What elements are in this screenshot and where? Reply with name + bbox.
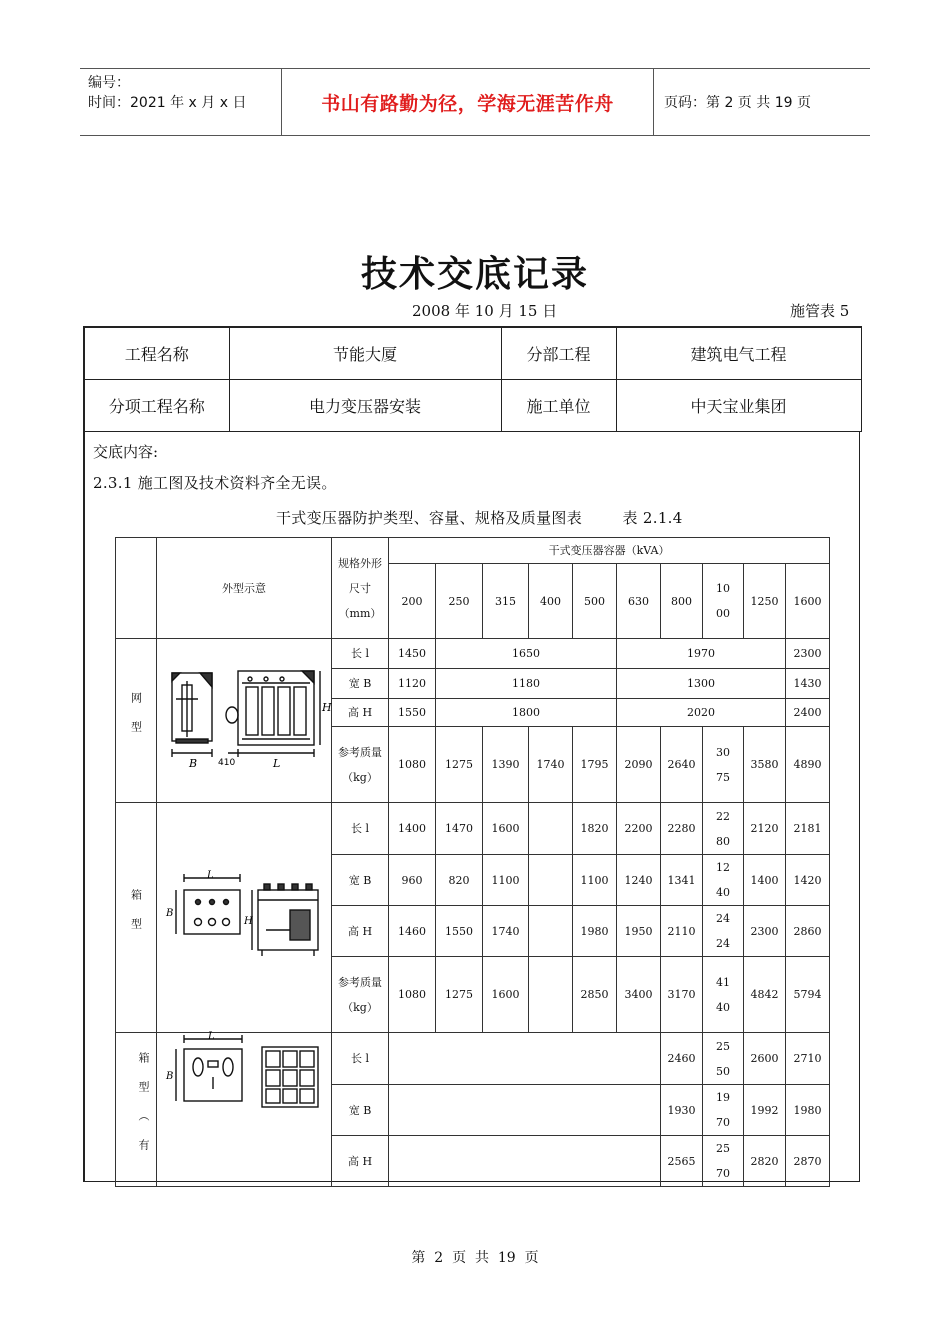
data-cell: 1600 bbox=[483, 957, 529, 1033]
sketch-label-l: L bbox=[272, 756, 280, 770]
data-cell: 1970 bbox=[703, 1085, 744, 1136]
data-cell: 1980 bbox=[573, 906, 617, 957]
data-cell bbox=[529, 906, 573, 957]
data-cell: 5794 bbox=[786, 957, 830, 1033]
sketch-label-b: B bbox=[165, 1071, 173, 1082]
capacity-cell: 1600 bbox=[786, 564, 830, 639]
data-cell: 1420 bbox=[786, 855, 830, 906]
content-label: 交底内容: bbox=[93, 443, 159, 461]
box-type-sketch-2 bbox=[157, 1033, 332, 1187]
data-cell: 1980 bbox=[786, 1085, 830, 1136]
sketch-label-h: H bbox=[321, 700, 332, 714]
data-cell: 2300 bbox=[786, 639, 830, 669]
data-cell: 2020 bbox=[617, 699, 786, 727]
data-cell: 1650 bbox=[436, 639, 617, 669]
data-cell: 2424 bbox=[703, 906, 744, 957]
data-cell: 2565 bbox=[661, 1136, 703, 1187]
data-cell: 820 bbox=[436, 855, 483, 906]
capacity-cell: 200 bbox=[389, 564, 436, 639]
data-cell: 2110 bbox=[661, 906, 703, 957]
data-cell: 1800 bbox=[436, 699, 617, 727]
transformer-table bbox=[115, 537, 830, 1187]
hei-label: 高 H bbox=[332, 906, 389, 957]
data-cell: 1341 bbox=[661, 855, 703, 906]
sketch-label-h: H bbox=[243, 915, 253, 927]
spec-header: 规格外形尺寸（mm） bbox=[332, 538, 389, 639]
data-cell: 1240 bbox=[617, 855, 661, 906]
data-cell: 1100 bbox=[483, 855, 529, 906]
type-label: 箱型 bbox=[116, 803, 157, 1033]
data-cell: 1795 bbox=[573, 727, 617, 803]
box-transformer-drawing-icon bbox=[162, 870, 327, 966]
contractor-label: 施工单位 bbox=[501, 379, 616, 431]
empty-span-cell bbox=[389, 1136, 661, 1187]
box-type-sketch bbox=[157, 803, 332, 1033]
motto: 书山有路勤为径，学海无涯苦作舟 bbox=[281, 69, 654, 135]
doc-date: 2008 年 10 月 15 日 bbox=[412, 302, 558, 320]
project-info-table bbox=[83, 326, 862, 432]
data-cell: 960 bbox=[389, 855, 436, 906]
wid-label: 宽 B bbox=[332, 669, 389, 699]
empty-span-cell bbox=[389, 1033, 661, 1085]
sketch-label-dim: 410 bbox=[217, 757, 235, 768]
data-cell: 2200 bbox=[617, 803, 661, 855]
type-label: 网型 bbox=[116, 639, 157, 803]
box-transformer-drawing-icon bbox=[162, 1033, 327, 1117]
data-cell bbox=[529, 803, 573, 855]
data-cell: 1460 bbox=[389, 906, 436, 957]
data-cell: 1550 bbox=[436, 906, 483, 957]
data-cell: 1275 bbox=[436, 727, 483, 803]
data-cell: 4842 bbox=[744, 957, 786, 1033]
sketch-label-l: L bbox=[207, 1031, 215, 1042]
data-cell: 2820 bbox=[744, 1136, 786, 1187]
data-cell: 1470 bbox=[436, 803, 483, 855]
data-cell: 2600 bbox=[744, 1033, 786, 1085]
wid-label: 宽 B bbox=[332, 855, 389, 906]
capacity-cell: 1250 bbox=[744, 564, 786, 639]
data-cell: 1992 bbox=[744, 1085, 786, 1136]
len-label: 长 l bbox=[332, 1033, 389, 1085]
data-cell: 1930 bbox=[661, 1085, 703, 1136]
len-label: 长 l bbox=[332, 639, 389, 669]
capacity-header: 干式变压器容器（kVA） bbox=[389, 538, 830, 564]
len-label: 长 l bbox=[332, 803, 389, 855]
shape-header: 外型示意 bbox=[157, 538, 332, 639]
data-cell: 2090 bbox=[617, 727, 661, 803]
data-cell: 1180 bbox=[436, 669, 617, 699]
page-header bbox=[80, 68, 870, 136]
mass-label: 参考质量（kg） bbox=[332, 957, 389, 1033]
data-cell: 1120 bbox=[389, 669, 436, 699]
empty-span-cell bbox=[389, 1085, 661, 1136]
data-cell: 1430 bbox=[786, 669, 830, 699]
capacity-cell: 400 bbox=[529, 564, 573, 639]
capacity-cell: 800 bbox=[661, 564, 703, 639]
data-cell: 1740 bbox=[483, 906, 529, 957]
capacity-cell: 500 bbox=[573, 564, 617, 639]
sub-item: 电力变压器安装 bbox=[229, 379, 501, 431]
clause-text: 2.3.1 施工图及技术资料齐全无误。 bbox=[93, 474, 337, 492]
data-cell: 2300 bbox=[744, 906, 786, 957]
data-cell: 1300 bbox=[617, 669, 786, 699]
data-cell: 4140 bbox=[703, 957, 744, 1033]
data-cell: 2860 bbox=[786, 906, 830, 957]
data-cell bbox=[529, 957, 573, 1033]
capacity-cell: 1000 bbox=[703, 564, 744, 639]
data-cell: 1740 bbox=[529, 727, 573, 803]
time-label: 时间：2021 年 x 月 x 日 bbox=[88, 95, 247, 111]
form-number: 施管表 5 bbox=[790, 302, 850, 320]
data-cell: 1100 bbox=[573, 855, 617, 906]
sketch-label-b: B bbox=[165, 907, 173, 919]
project-name-label: 工程名称 bbox=[84, 327, 229, 379]
data-cell: 2280 bbox=[661, 803, 703, 855]
mesh-transformer-drawing-icon bbox=[162, 661, 332, 781]
page-footer: 第 2 页 共 19 页 bbox=[411, 1250, 539, 1266]
data-cell: 2640 bbox=[661, 727, 703, 803]
type-label: 箱型（有 bbox=[116, 1033, 157, 1187]
hei-label: 高 H bbox=[332, 699, 389, 727]
data-cell: 1550 bbox=[389, 699, 436, 727]
capacity-cell: 315 bbox=[483, 564, 529, 639]
data-cell bbox=[529, 855, 573, 906]
data-cell: 1950 bbox=[617, 906, 661, 957]
capacity-cell: 250 bbox=[436, 564, 483, 639]
contractor: 中天宝业集团 bbox=[616, 379, 861, 431]
data-cell: 2460 bbox=[661, 1033, 703, 1085]
data-cell: 1820 bbox=[573, 803, 617, 855]
data-cell: 3075 bbox=[703, 727, 744, 803]
data-cell: 2280 bbox=[703, 803, 744, 855]
data-cell: 2570 bbox=[703, 1136, 744, 1187]
data-cell: 1275 bbox=[436, 957, 483, 1033]
division: 建筑电气工程 bbox=[616, 327, 861, 379]
data-cell: 4890 bbox=[786, 727, 830, 803]
data-cell: 1400 bbox=[389, 803, 436, 855]
data-cell: 1970 bbox=[617, 639, 786, 669]
data-cell: 1080 bbox=[389, 957, 436, 1033]
sketch-label-b: B bbox=[188, 756, 197, 770]
mass-label: 参考质量（kg） bbox=[332, 727, 389, 803]
sketch-label-l: L bbox=[206, 869, 214, 881]
header-empty-cell bbox=[116, 538, 157, 639]
data-cell: 1390 bbox=[483, 727, 529, 803]
sub-item-label: 分项工程名称 bbox=[84, 379, 229, 431]
number-label: 编号： bbox=[88, 75, 130, 91]
data-cell: 2710 bbox=[786, 1033, 830, 1085]
mesh-type-sketch bbox=[157, 639, 332, 803]
page-info: 页码：第 2 页 共 19 页 bbox=[664, 95, 811, 111]
doc-title: 技术交底记录 bbox=[360, 254, 589, 295]
data-cell: 2400 bbox=[786, 699, 830, 727]
project-name: 节能大厦 bbox=[229, 327, 501, 379]
data-cell: 3170 bbox=[661, 957, 703, 1033]
data-cell: 3580 bbox=[744, 727, 786, 803]
data-cell: 1080 bbox=[389, 727, 436, 803]
data-cell: 2870 bbox=[786, 1136, 830, 1187]
data-cell: 1450 bbox=[389, 639, 436, 669]
data-cell: 2181 bbox=[786, 803, 830, 855]
table-caption: 干式变压器防护类型、容量、规格及质量图表 表 2.1.4 bbox=[276, 509, 683, 527]
hei-label: 高 H bbox=[332, 1136, 389, 1187]
wid-label: 宽 B bbox=[332, 1085, 389, 1136]
header-meta bbox=[80, 69, 281, 135]
data-cell: 1400 bbox=[744, 855, 786, 906]
data-cell: 1600 bbox=[483, 803, 529, 855]
division-label: 分部工程 bbox=[501, 327, 616, 379]
data-cell: 3400 bbox=[617, 957, 661, 1033]
capacity-cell: 630 bbox=[617, 564, 661, 639]
data-cell: 2550 bbox=[703, 1033, 744, 1085]
data-cell: 1240 bbox=[703, 855, 744, 906]
data-cell: 2120 bbox=[744, 803, 786, 855]
data-cell: 2850 bbox=[573, 957, 617, 1033]
